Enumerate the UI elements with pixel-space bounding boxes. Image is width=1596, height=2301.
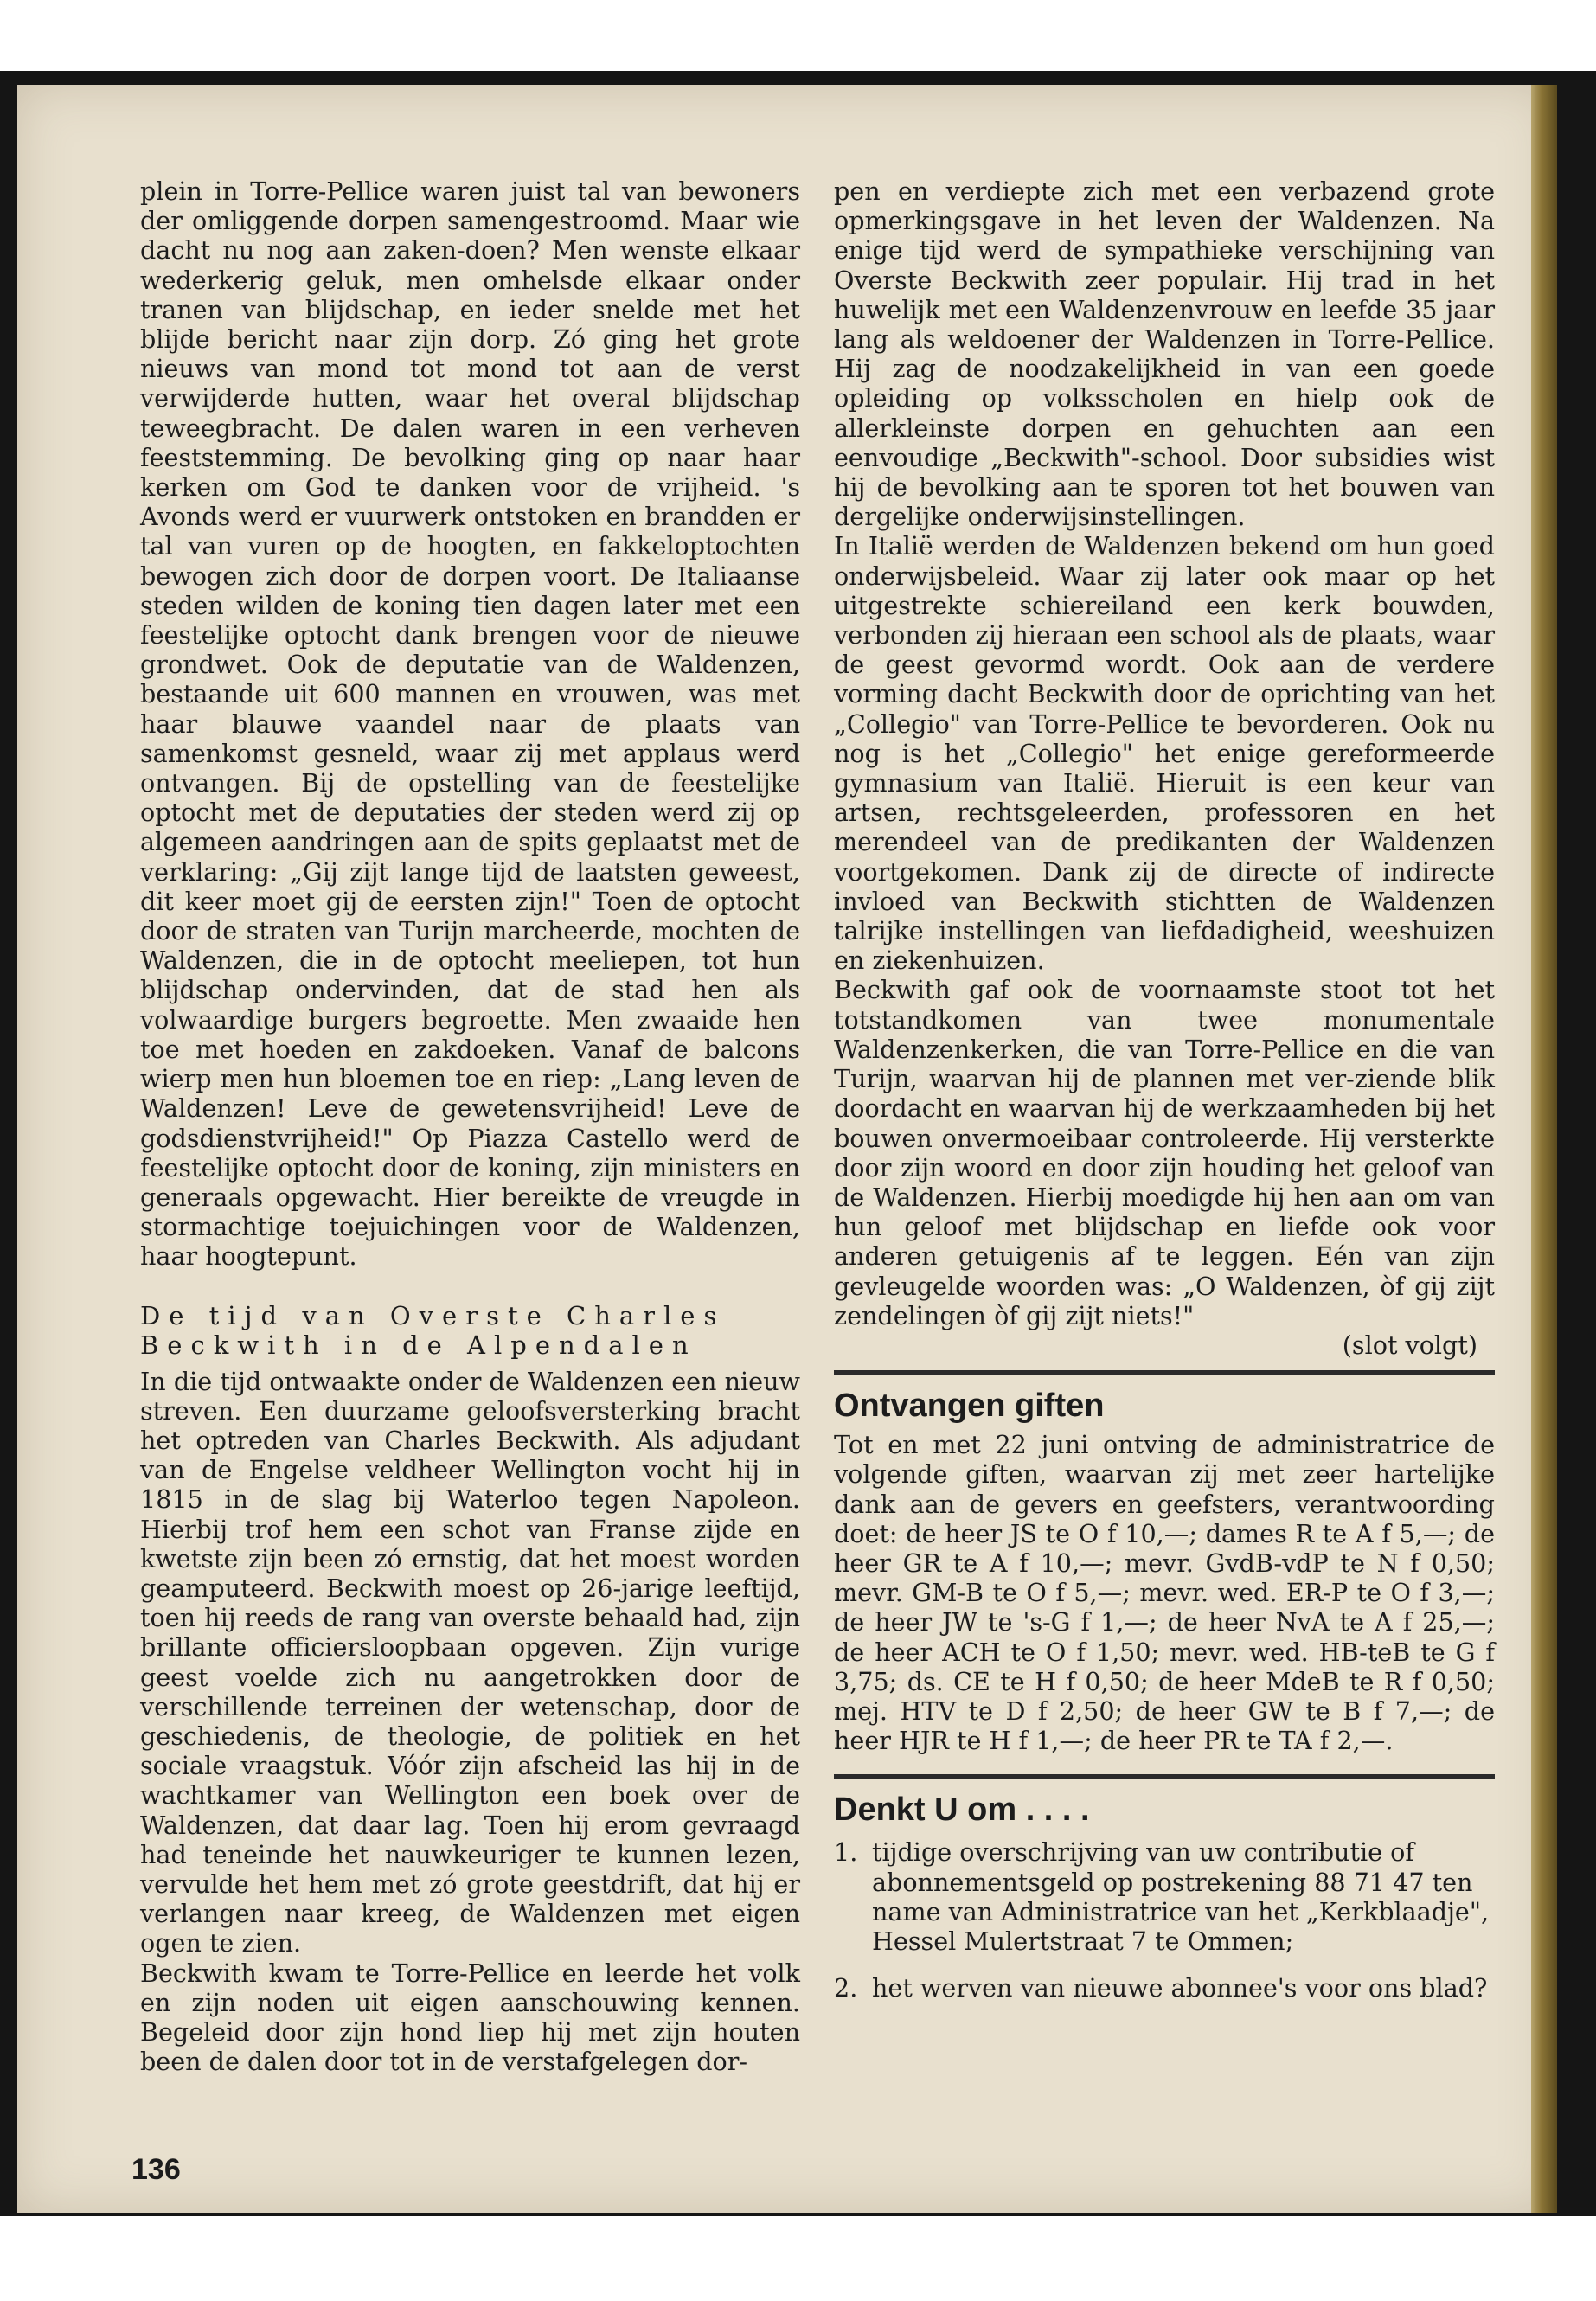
section-heading-line: De tijd van Overste Charles: [140, 1300, 726, 1330]
page-number: 136: [131, 2153, 181, 2186]
section-heading-line: Beckwith in de Alpendalen: [140, 1330, 697, 1360]
divider-rule: [834, 1370, 1495, 1375]
article-paragraph: In Italië werden de Waldenzen bekend om hun goed onderwijsbeleid. Waar zij later ook maar op het uitgestrekte schiereiland een kerk bouwden, verbonden zij hieraan een school als de plaats, waar de geest gevormd wordt. Ook aan de verdere vorming dacht Beckwith door de oprichting van het „Collegio" van Torre-Pellice te bevorderen. Ook nu nog is het „Collegio" het enige gereformeerde gymnasium van Italië. Hieruit is een keur van artsen, rechtsgeleerden, professoren en het merendeel van de predikanten der Waldenzen voortgekomen. Dank zij de directe of indirecte invloed van Beckwith stichtten de Waldenzen talrijke instellingen van liefdadigheid, weeshuizen en ziekenhuizen.: [834, 531, 1495, 976]
list-text: het werven van nieuwe abonnee's voor ons blad?: [872, 1973, 1488, 2003]
section-heading: [140, 1301, 800, 1360]
left-column: [140, 176, 800, 2076]
list-number: 1.: [834, 1837, 858, 1868]
scan-margin-bottom: [0, 2216, 1596, 2301]
article-paragraph: In die tijd ontwaakte onder de Waldenzen een nieuw streven. Een duurzame geloofsversterking bracht het optreden van Charles Beckwith. Als adjudant van de Engelse veldheer Wellington vocht hij in 1815 in de slag bij Waterloo tegen Napoleon. Hierbij trof hem een schot van Franse zijde en kwetste zijn been zó ernstig, dat het moest worden geamputeerd. Beckwith moest op 26-jarige leeftijd, toen hij reeds de rang van overste behaald had, zijn brillante officiersloopbaan opgeven. Zijn vurige geest voelde zich nu aangetrokken door de verschillende terreinen der wetenschap, door de geschiedenis, de theologie, de politiek en het sociale vraagstuk. Vóór zijn afscheid las hij in de wachtkamer van Wellington een boek over de Waldenzen, dat daar lag. Toen hij erom gevraagd had teneinde het nauwkeuriger te kunnen lezen, vervulde het hem met zó grote geestdrift, dat hij er verlangen naar kreeg, de Waldenzen met eigen ogen te zien.: [140, 1366, 800, 1958]
article-paragraph: pen en verdiepte zich met een verbazend grote opmerkingsgave in het leven der Waldenzen. Na enige tijd werd de sympathieke verschijning van Overste Beckwith zeer populair. Hij trad in het huwelijk met een Waldenzenvrouw en leefde 35 jaar lang als weldoener der Waldenzen in Torre-Pellice. Hij zag de noodzakelijkheid in van een goede opleiding op volksscholen en hielp ook de allerkleinste dorpen en gehuchten aan een eenvoudige „Beckwith"-school. Door subsidies wist hij de bevolking aan te sporen tot het bouwen van dergelijke onderwijsinstellingen.: [834, 176, 1495, 532]
reminder-list: [834, 1837, 1495, 2003]
list-number: 2.: [834, 1973, 858, 2003]
scan-margin-top: [0, 0, 1596, 71]
article-paragraph: Beckwith gaf ook de voornaamste stoot tot het totstandkomen van twee monumentale Waldenzenkerken, die van Torre-Pellice en die van Turijn, waarvan hij de plannen met ver-ziende blik doordacht en waarvan hij de werkzaamheden bij het bouwen onvermoeibaar controleerde. Hij versterkte door zijn woord en door zijn houding het geloof van de Waldenzen. Hierbij moedigde hij hen aan om van hun geloof met blijdschap en liefde ook voor anderen getuigenis af te leggen. Eén van zijn gevleugelde woorden was: „O Waldenzen, òf gij zijt zendelingen òf gij zijt niets!": [834, 975, 1495, 1330]
gifts-title: Ontvangen giften: [834, 1388, 1105, 1425]
binding-edge: [1531, 85, 1557, 2213]
list-item: [834, 1973, 1495, 2003]
to-be-continued-note: (slot volgt): [1342, 1330, 1477, 1360]
right-column: [834, 176, 1495, 2020]
gifts-text: Tot en met 22 juni ontving de administratrice de volgende giften, waarvan zij met zeer hartelijke dank aan de gevers en geefsters, verantwoording doet: de heer JS te O f 10,—; dames R te A f 5,—; de heer GR te A f 10,—; mevr. GvdB-vdP te N f 0,50; mevr. GM-B te O f 5,—; mevr. wed. ER-P te O f 3,—; de heer JW te 's-G f 1,—; de heer NvA te A f 25,—; de heer ACH te O f 1,50; mevr. wed. HB-teB te G f 3,75; ds. CE te H f 0,50; de heer MdeB te R f 0,50; mej. HTV te D f 2,50; de heer GW te B f 7,—; de heer HJR te H f 1,—; de heer PR te TA f 2,—.: [834, 1430, 1495, 1756]
list-item: [834, 1837, 1495, 1956]
article-paragraph: Beckwith kwam te Torre-Pellice en leerde het volk en zijn noden uit eigen aanschouwing kennen. Begeleid door zijn hond liep hij met zijn houten been de dalen door tot in de verstafgelegen dor-: [140, 1958, 800, 2077]
divider-rule: [834, 1774, 1495, 1779]
article-paragraph: plein in Torre-Pellice waren juist tal van bewoners der omliggende dorpen samengestroomd. Maar wie dacht nu nog aan zaken-doen? Men wenste elkaar wederkerig geluk, men omhelsde elkaar onder tranen van blijdschap, en ieder snelde met het blijde bericht naar zijn dorp. Zó ging het grote nieuws van mond tot mond tot aan de verst verwijderde hutten, waar het overal blijdschap teweegbracht. De dalen waren in een verheven feeststemming. De bevolking ging op naar haar kerken om God te danken voor de vrijheid. 's Avonds werd er vuurwerk ontstoken en brandden er tal van vuren op de hoogten, en fakkeloptochten bewogen zich door de dorpen voort. De Italiaanse steden wilden de koning tien dagen later met een feestelijke optocht dank brengen voor de nieuwe grondwet. Ook de deputatie van de Waldenzen, bestaande uit 600 mannen en vrouwen, was met haar blauwe vaandel naar de plaats van samenkomst gesneld, waar zij met applaus werd ontvangen. Bij de opstelling van de feestelijke optocht met de deputaties der steden werd zij op algemeen aandringen aan de spits geplaatst met de verklaring: „Gij zijt lange tijd de laatsten geweest, dit keer moet gij de eersten zijn!" Toen de optocht door de straten van Turijn marcheerde, mochten de Waldenzen, die in de optocht meeliepen, tot hun blijdschap ondervinden, dat de stad hen als volwaardige burgers begroette. Men zwaaide hen toe met hoeden en zakdoeken. Vanaf de balcons wierp men hun bloemen toe en riep: „Lang leven de Waldenzen! Leve de gewetensvrijheid! Leve de godsdienstvrijheid!" Op Piazza Castello werd de feestelijke optocht door de koning, zijn ministers en generaals opgewacht. Hier bereikte de vreugde in stormachtige toejuichingen voor de Waldenzen, haar hoogtepunt.: [140, 176, 800, 1272]
reminder-title: Denkt U om . . . .: [834, 1791, 1090, 1829]
list-text: tijdige overschrijving van uw contributie of abonnementsgeld op postrekening 88 71 47 ten name van Administratrice van het „Kerkblaadje", Hessel Mulertstraat 7 te Ommen;: [872, 1837, 1490, 1956]
